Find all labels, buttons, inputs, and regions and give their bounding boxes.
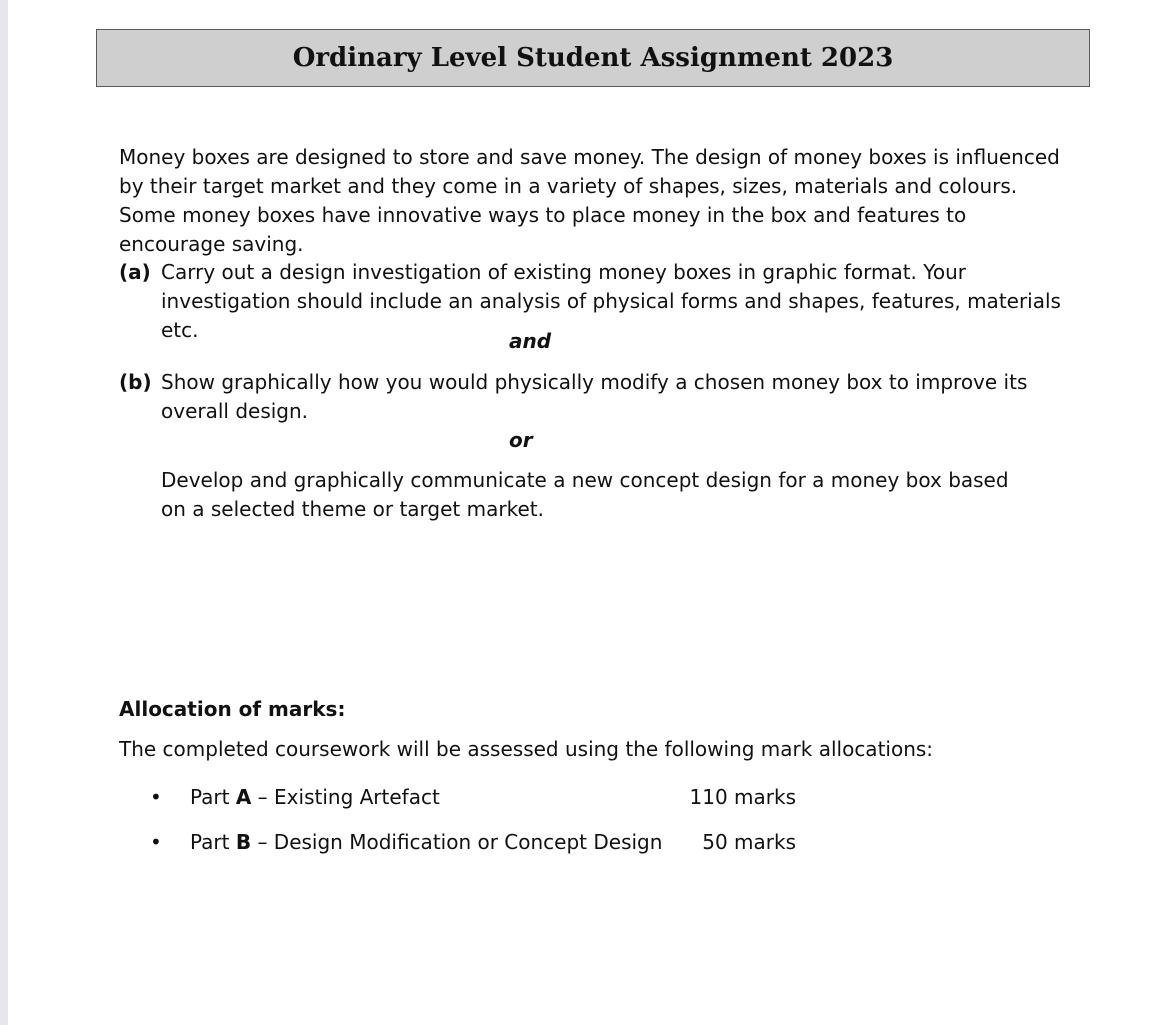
part-letter: B	[235, 830, 252, 854]
mark-part-label	[190, 830, 676, 854]
part-description: – Design Modification or Concept Design	[251, 830, 663, 854]
conjunction-and: and	[509, 329, 552, 353]
conjunction-or: or	[509, 428, 533, 452]
part-description: – Existing Artefact	[251, 785, 440, 809]
mark-value: 110 marks	[689, 785, 796, 809]
page-title: Ordinary Level Student Assignment 2023	[292, 43, 894, 73]
part-a-text: Carry out a design investigation of existing money boxes in graphic format. Your investigation should include an analysis of physical forms and shapes, features, materials etc.	[161, 260, 1061, 342]
part-prefix: Part	[190, 830, 236, 854]
part-b-text: Show graphically how you would physically modify a chosen money box to improve its overall design.	[161, 370, 1028, 423]
mark-row-a	[150, 785, 800, 809]
allocation-heading: Allocation of marks:	[119, 697, 346, 721]
title-banner	[96, 29, 1090, 87]
bullet-icon: •	[150, 830, 162, 854]
page-edge	[0, 0, 8, 1025]
intro-paragraph: Money boxes are designed to store and save money. The design of money boxes is influenced by their target market and they come in a variety of shapes, sizes, materials and colours. Some money boxes have innovative ways to place money in the box and features to encourage saving.	[119, 145, 1060, 256]
part-prefix: Part	[190, 785, 236, 809]
part-letter: A	[235, 785, 252, 809]
bullet-icon: •	[150, 785, 162, 809]
part-b-item	[119, 368, 1079, 426]
part-a-label: (a)	[119, 260, 151, 284]
allocation-intro: The completed coursework will be assessed using the following mark allocations:	[119, 737, 934, 761]
mark-part-label	[190, 785, 676, 809]
mark-row-b	[150, 830, 800, 854]
part-b-label: (b)	[119, 370, 152, 394]
part-a-item	[119, 258, 1079, 345]
mark-value: 50 marks	[702, 830, 796, 854]
part-b-alternative: Develop and graphically communicate a new concept design for a money box based on a selected theme or target market.	[161, 468, 1009, 521]
